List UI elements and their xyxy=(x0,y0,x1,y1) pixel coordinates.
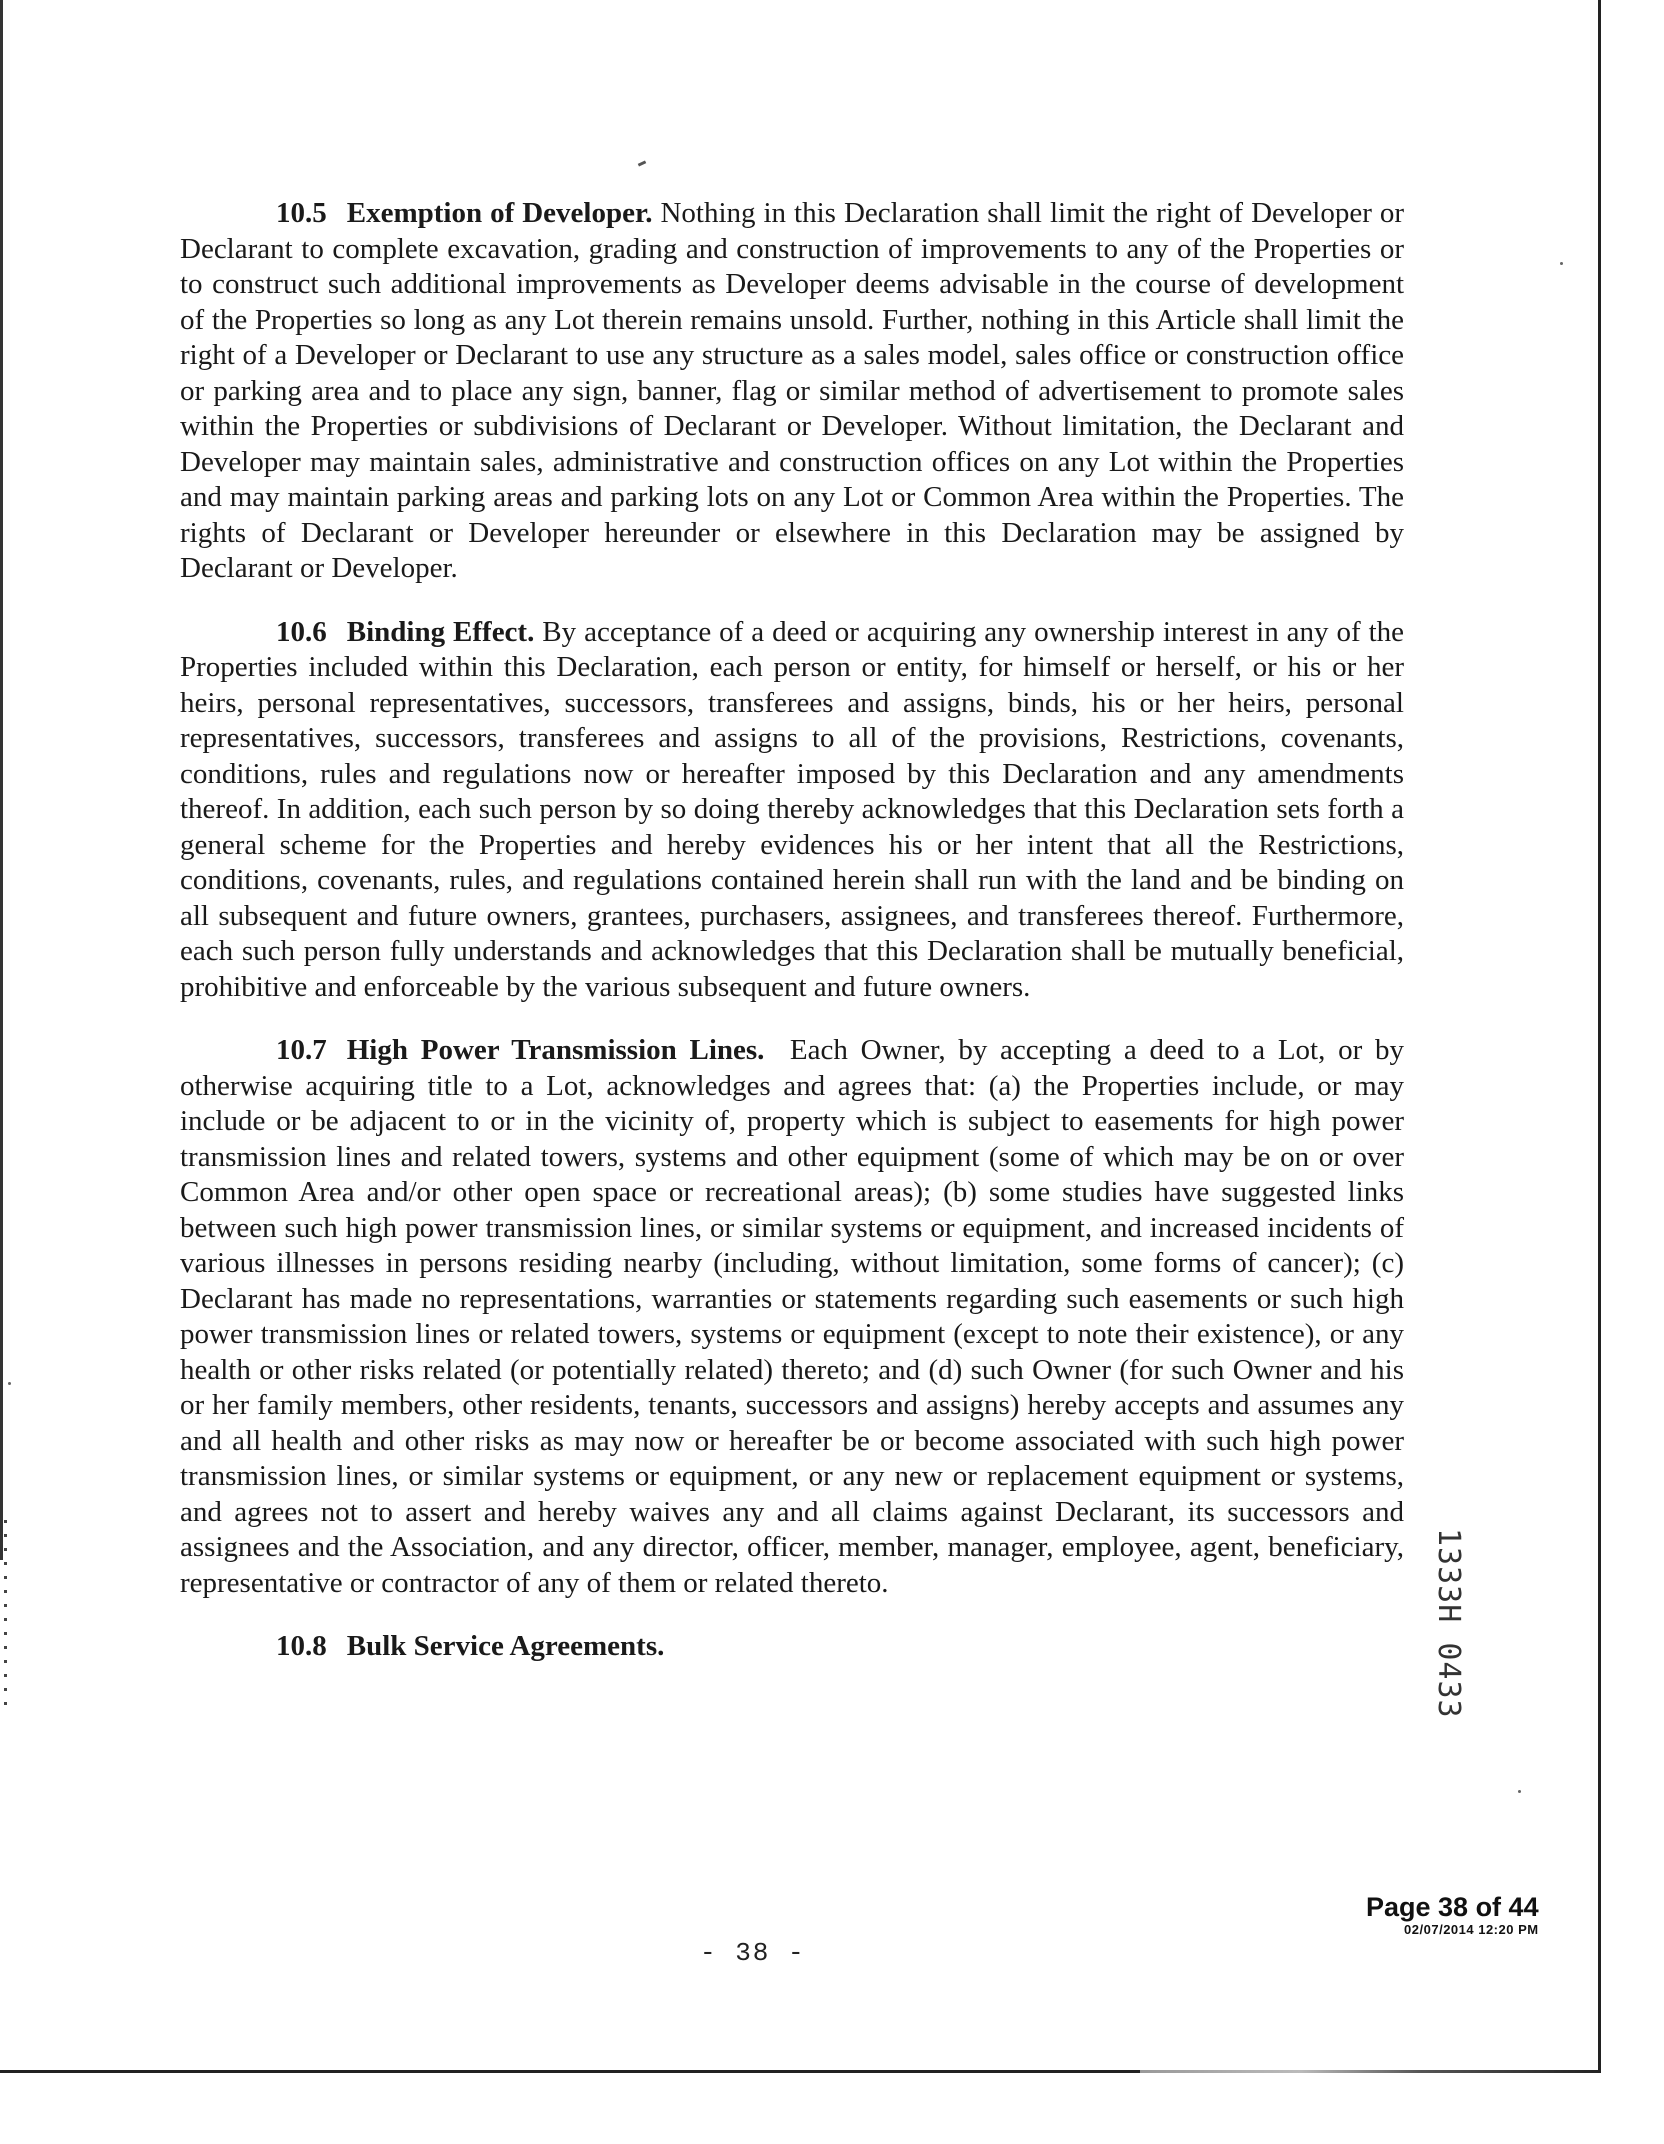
scan-edge-bottom xyxy=(0,2070,1601,2073)
recording-timestamp: 02/07/2014 12:20 PM xyxy=(1404,1922,1539,1937)
section-10-6 xyxy=(180,615,1404,1006)
section-title: High Power Transmission Lines. xyxy=(346,1034,765,1066)
margin-recording-number: 1333H 0433 xyxy=(1431,1528,1466,1719)
recording-stamp xyxy=(1366,1892,1539,1938)
document-body xyxy=(180,196,1404,1664)
section-10-5 xyxy=(180,196,1404,587)
section-body: Nothing in this Declaration shall limit the right of Developer or Declarant to complete excavation, grading and construction of improvements to any of the Properties or to construct such additional improvements as Developer deems advisable in the course of development of the Properties so long as any Lot therein remains unsold. Further, nothing in this Article shall limit the right of a Developer or Declarant to use any structure as a sales model, sales office or construction office or parking area and to place any sign, banner, flag or similar method of advertisement to promote sales within the Properties or subdivisions of Declarant or Developer. Without limitation, the Declarant and Developer may maintain sales, administrative and construction offices on any Lot within the Properties and may maintain parking areas and parking lots on any Lot or Common Area within the Properties. The rights of Declarant or Developer hereunder or elsewhere in this Declaration may be assigned by Declarant or Developer. xyxy=(180,197,1405,584)
section-number: 10.6 xyxy=(276,615,327,648)
section-body: By acceptance of a deed or acquiring any ownership interest in any of the Properties included within this Declaration, each person or entity, for himself or herself, or his or her heirs, personal representatives, successors, transferees and assigns, binds, his or her heirs, personal representatives, successors, transferees and assigns to all of the provisions, Restrictions, covenants, conditions, rules and regulations now or hereafter imposed by this Declaration and any amendments thereof. In addition, each such person by so doing thereby acknowledges that this Declaration sets forth a general scheme for the Properties and hereby evidences his or her intent that all the Restrictions, conditions, covenants, rules, and regulations contained herein shall run with the land and be binding on all subsequent and future owners, grantees, purchasers, assignees, and transferees thereof. Furthermore, each such person fully understands and acknowledges that this Declaration shall be mutually beneficial, prohibitive and enforceable by the various subsequent and future owners. xyxy=(180,615,1405,1003)
scan-artifact xyxy=(638,160,647,166)
scan-edge-left xyxy=(0,0,3,1560)
section-title: Binding Effect. xyxy=(346,615,535,648)
section-body: Each Owner, by accepting a deed to a Lot, or by otherwise acquiring title to a Lot, acknowledges and agrees that: (a) the Properties include, or may include or be adjacent to or in the vicinity of, property which is subject to easements for high power transmission lines and related towers, systems and other equipment (some of which may be on or over Common Area and/or other open space or recreational areas); (b) some studies have suggested links between such high power transmission lines, or similar systems or equipment, and increased incidents of various illnesses in persons residing nearby (including, without limitation, some forms of cancer); (c) Declarant has made no representations, warranties or statements regarding such easements or such high power transmission lines or related towers, systems or equipment (except to note their existence), or any health or other risks related (or potentially related) thereto; and (d) such Owner (for such Owner and his or her family members, other residents, tenants, successors and assigns) hereby accepts and assumes any and all health and other risks as may now or hereafter be or become associated with such high power transmission lines, or similar systems or equipment, or any new or replacement equipment or systems, and agrees not to assert and hereby waives any and all claims against Declarant, its successors and assignees and the Association, and any director, officer, member, manager, employee, agent, beneficiary, representative or contractor of any of them or related thereto. xyxy=(180,1034,1404,1599)
page-number: - 38 - xyxy=(700,1938,806,1968)
scan-edge-right xyxy=(1598,0,1601,2072)
scan-artifact xyxy=(8,1382,11,1385)
section-number: 10.7 xyxy=(276,1034,327,1066)
section-number: 10.5 xyxy=(276,197,327,229)
section-10-7 xyxy=(180,1033,1404,1601)
scan-artifact xyxy=(1560,262,1563,265)
scan-artifact xyxy=(1518,1790,1521,1793)
page-of-count: Page 38 of 44 xyxy=(1366,1892,1539,1922)
scan-ticks-left xyxy=(4,1520,7,1710)
section-10-8 xyxy=(180,1629,1404,1664)
section-number: 10.8 xyxy=(276,1630,327,1662)
section-title: Bulk Service Agreements. xyxy=(346,1630,665,1662)
section-title: Exemption of Developer. xyxy=(346,197,653,229)
